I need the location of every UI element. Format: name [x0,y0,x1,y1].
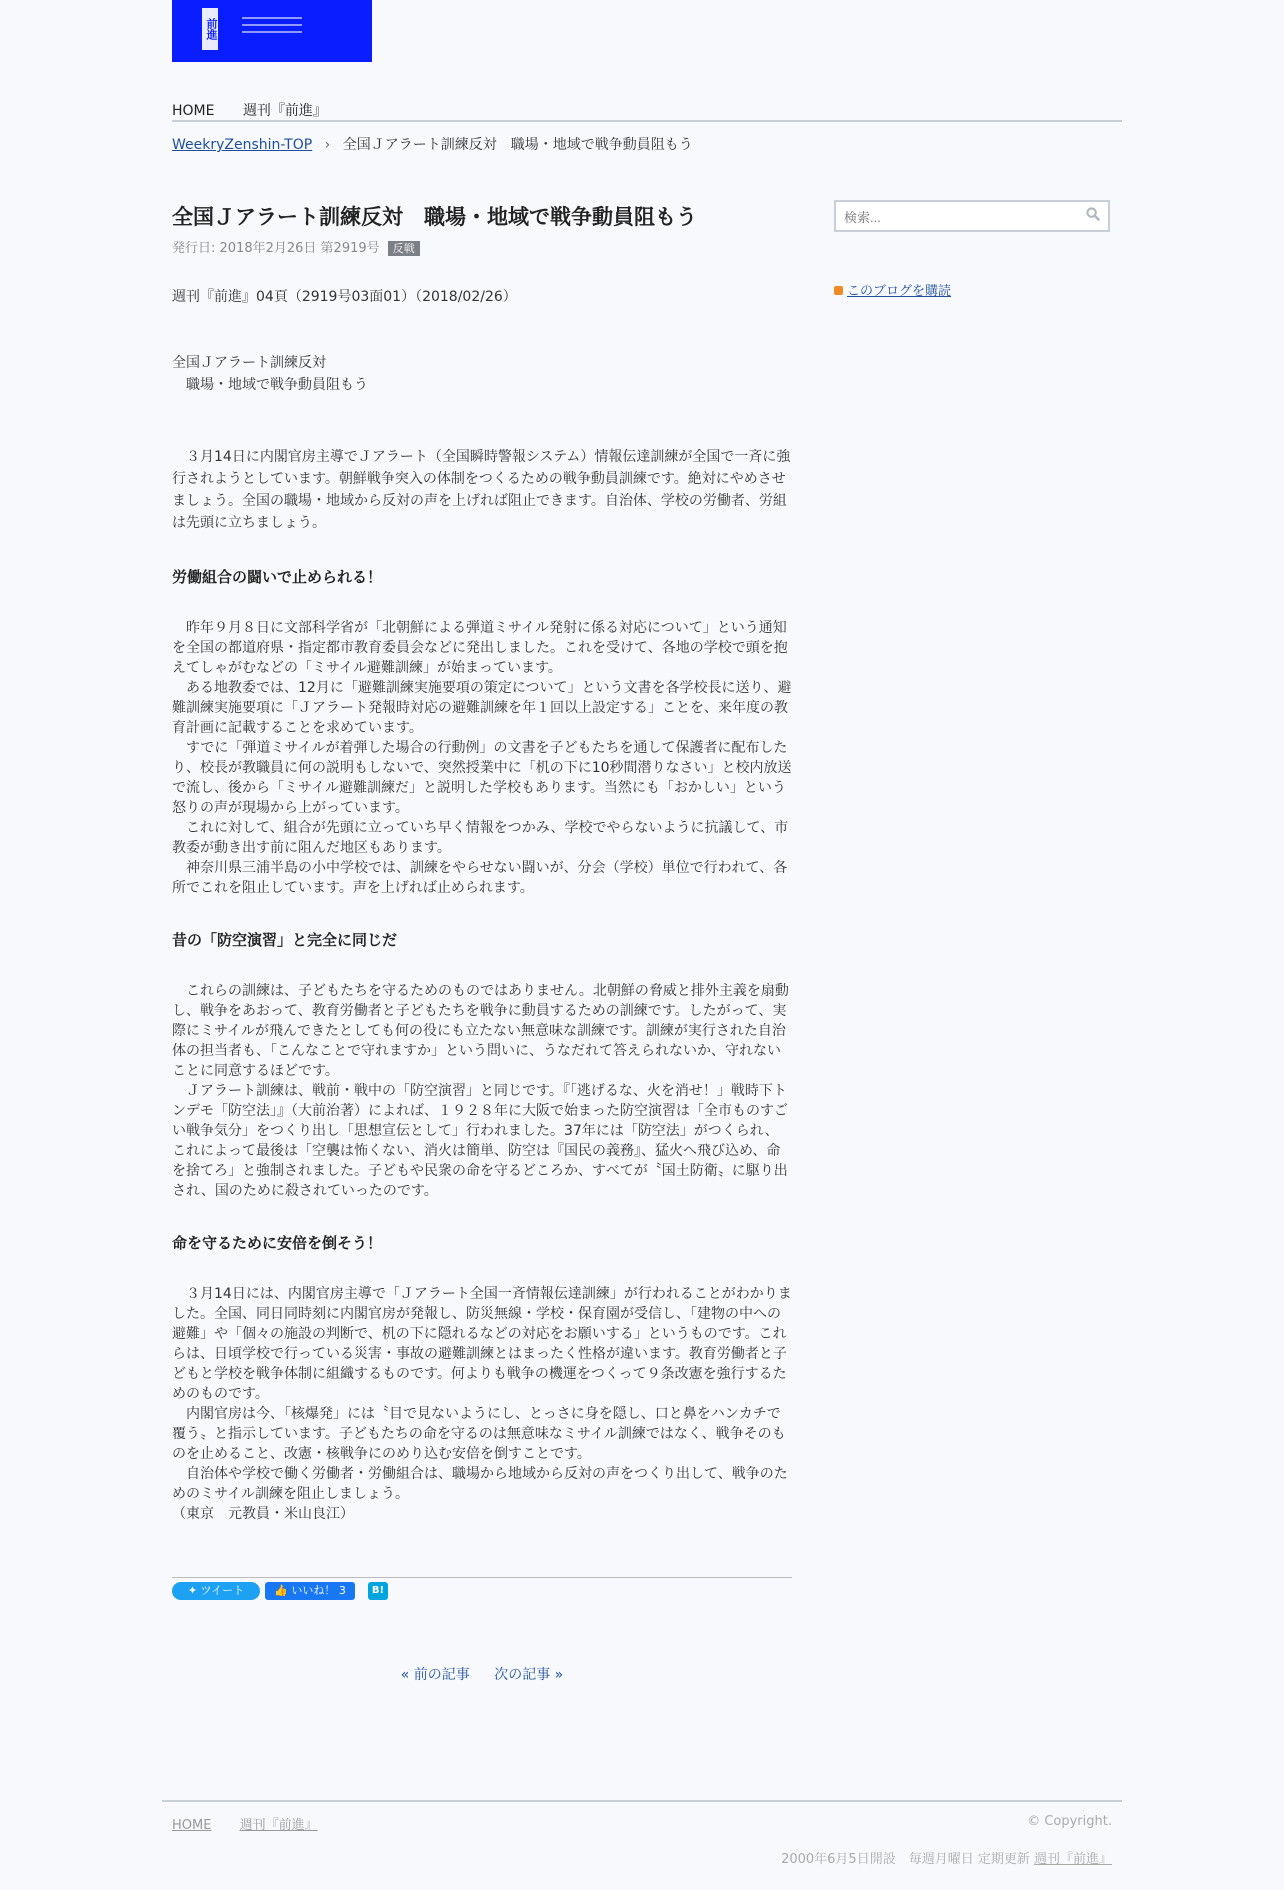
footer-home-link[interactable]: HOME [172,1818,212,1833]
footer-links [172,1814,342,1833]
next-article-link[interactable]: 次の記事 » [494,1667,564,1683]
footer-note [781,1848,1112,1867]
logo-lines [242,17,302,38]
thumbs-up-icon: 👍 [274,1584,292,1597]
subscribe-link[interactable]: このブログを購読 [847,284,952,299]
article-section-3 [172,1232,792,1523]
twitter-bird-icon: ✦ [187,1584,201,1597]
site-footer [162,1800,1122,1867]
section-heading: 昔の「防空演習」と完全に同じだ [172,931,398,949]
search-input[interactable] [842,202,1076,232]
article-title: 全国Ｊアラート訓練反対 職場・地域で戦争動員阻もう [172,205,697,229]
section-heading: 命を守るために安倍を倒そう！ [172,1234,383,1252]
article-subtitle [172,352,792,396]
footer-weekly-link[interactable]: 週刊『前進』 [239,1818,318,1833]
paragraph: ある地教委では、12月に「避難訓練実施要項の策定について」という文書を各学校長に送り、避難訓練実施要項に「Ｊアラート発報時対応の避難訓練を年１回以上設定する」ことを、来年度の教育計画に記載することを求めています。 [172,680,792,736]
article-intro: ３月14日に内閣官房主導でＪアラート（全国瞬時警報システム）情報伝達訓練が全国で一斉に強行されようとしています。朝鮮戦争突入の体制をつくるための戦争動員訓練です。絶対にやめさせましょう。全国の職場・地域から反対の声を上げれば阻止できます。自治体、学校の労働者、労組は先頭に立ちましょう。 [172,449,791,531]
paragraph: ３月14日には、内閣官房主導で「Ｊアラート全国一斉情報伝達訓練」が行われることがわかりました。全国、同日同時刻に内閣官房が発報し、防災無線・学校・保育園が受信し、「建物の中への避難」や「個々の施設の判断で、机の下に隠れるなどの対応をお願いする」というものです。これらは、日頃学校で行っている災害・事故の避難訓練とはまったく性格が違います。教育労働者と子どもと学校を戦争体制に組織するものです。何よりも戦争の機運をつくって９条改憲を強行するためのものです。 [172,1286,792,1402]
paragraph: 内閣官房は今、「核爆発」には〝目で見ないようにし、とっさに身を隠し、口と鼻をハンカチで覆う〟と指示しています。子どもたちの命を守るのは無意味なミサイル訓練ではなく、戦争そのものを止めること、改憲・核戦争にのめり込む安倍を倒すことです。 [172,1406,786,1462]
paragraph: すでに「弾道ミサイルが着弾した場合の行動例」の文書を子どもたちを通して保護者に配布したり、校長が教職員に何の説明もしないで、突然授業中に「机の下に10秒間潜りなさい」と校内放送で流し、後から「ミサイル避難訓練だ」と説明した学校もあります。当然にも「おかしい」という怒りの声が現場から上がっています。 [172,740,792,816]
category-tag[interactable]: 反戦 [388,241,420,256]
search-box [834,200,1110,232]
facebook-like-button[interactable] [265,1582,355,1600]
global-nav [172,100,1122,122]
search-icon[interactable] [1086,207,1100,221]
footer-note-text: 2000年6月5日開設 毎週月曜日 定期更新 [781,1852,1034,1867]
breadcrumb-separator: › [324,137,331,153]
prev-article-link[interactable]: « 前の記事 [400,1667,470,1683]
logo-mark-icon: 前進 [202,8,218,50]
article-signature: （東京 元教員・米山良江） [172,1506,354,1522]
subtitle-line-1: 全国Ｊアラート訓練反対 [172,355,326,371]
rss-icon [834,286,843,295]
article-lead: 週刊『前進』04頁（2919号03面01）（2018/02/26） [172,289,517,305]
site-logo[interactable] [172,0,372,62]
breadcrumb [172,134,693,154]
sidebar [834,200,1112,299]
section-heading: 労働組合の闘いで止められる！ [172,568,383,586]
hatena-bookmark-button[interactable]: B! [368,1582,388,1600]
nav-weekly[interactable]: 週刊『前進』 [242,103,327,119]
tweet-label: ツイート [200,1584,245,1597]
subscribe-row [834,280,1112,299]
paragraph: Ｊアラート訓練は、戦前・戦中の「防空演習」と同じです。『「逃げるな、火を消せ！」戦時下トンデモ「防空法」』（大前治著）によれば、１９２８年に大阪で始まった防空演習は「全市ものすごい戦争気分」をつくり出し「思想宣伝として」行われました。37年には「防空法」がつくられ、これによって最後は「空襲は怖くない、消火は簡単、防空は『国民の義務』、猛火へ飛び込め、命を捨てろ」と強制されました。子どもや民衆の命を守るどころか、すべてが〝国土防衛〟に駆り出され、国のために殺されていったのです。 [172,1083,788,1199]
paragraph: 昨年９月８日に文部科学省が「北朝鮮による弾道ミサイル発射に係る対応について」という通知を全国の都道府県・指定都市教育委員会などに発出しました。これを受けて、各地の学校で頭を抱えてしゃがむなどの「ミサイル避難訓練」が始まっています。 [172,620,788,676]
article-section-2 [172,929,792,1200]
article-date: 発行日: 2018年2月26日 第2919号 [172,241,380,256]
tweet-button[interactable] [172,1582,260,1600]
paragraph: これに対して、組合が先頭に立っていち早く情報をつかみ、学校でやらないように抗議して、市教委が動き出す前に阻んだ地区もあります。 [172,820,789,856]
article-pager [172,1664,792,1684]
breadcrumb-current: 全国Ｊアラート訓練反対 職場・地域で戦争動員阻もう [342,137,693,153]
breadcrumb-top-link[interactable]: WeekryZenshin-TOP [172,137,313,153]
article-meta [172,240,792,258]
footer-copyright: © Copyright. [1027,1814,1112,1829]
subtitle-line-2: 職場・地域で戦争動員阻もう [172,377,368,393]
article-main [172,200,792,1684]
social-share-bar [172,1577,792,1604]
like-label: いいね！ 3 [291,1584,346,1597]
paragraph: 神奈川県三浦半島の小中学校では、訓練をやらせない闘いが、分会（学校）単位で行われて、各所でこれを阻止しています。声を上げれば止められます。 [172,860,788,896]
nav-home[interactable]: HOME [172,103,215,119]
footer-note-link[interactable]: 週刊『前進』 [1033,1852,1112,1867]
article-section-1 [172,566,792,897]
paragraph: 自治体や学校で働く労働者・労働組合は、職場から地域から反対の声をつくり出して、戦争のためのミサイル訓練を阻止しましょう。 [172,1466,788,1502]
paragraph: これらの訓練は、子どもたちを守るためのものではありません。北朝鮮の脅威と排外主義を扇動し、戦争をあおって、教育労働者と子どもたちを戦争に動員するための訓練です。したがって、実際にミサイルが飛んできたとしても何の役にも立たない無意味な訓練です。訓練が実行された自治体の担当者も、「こんなことで守れますか」という問いに、うなだれて答えられないか、守れないことに同意するほどです。 [172,983,789,1079]
